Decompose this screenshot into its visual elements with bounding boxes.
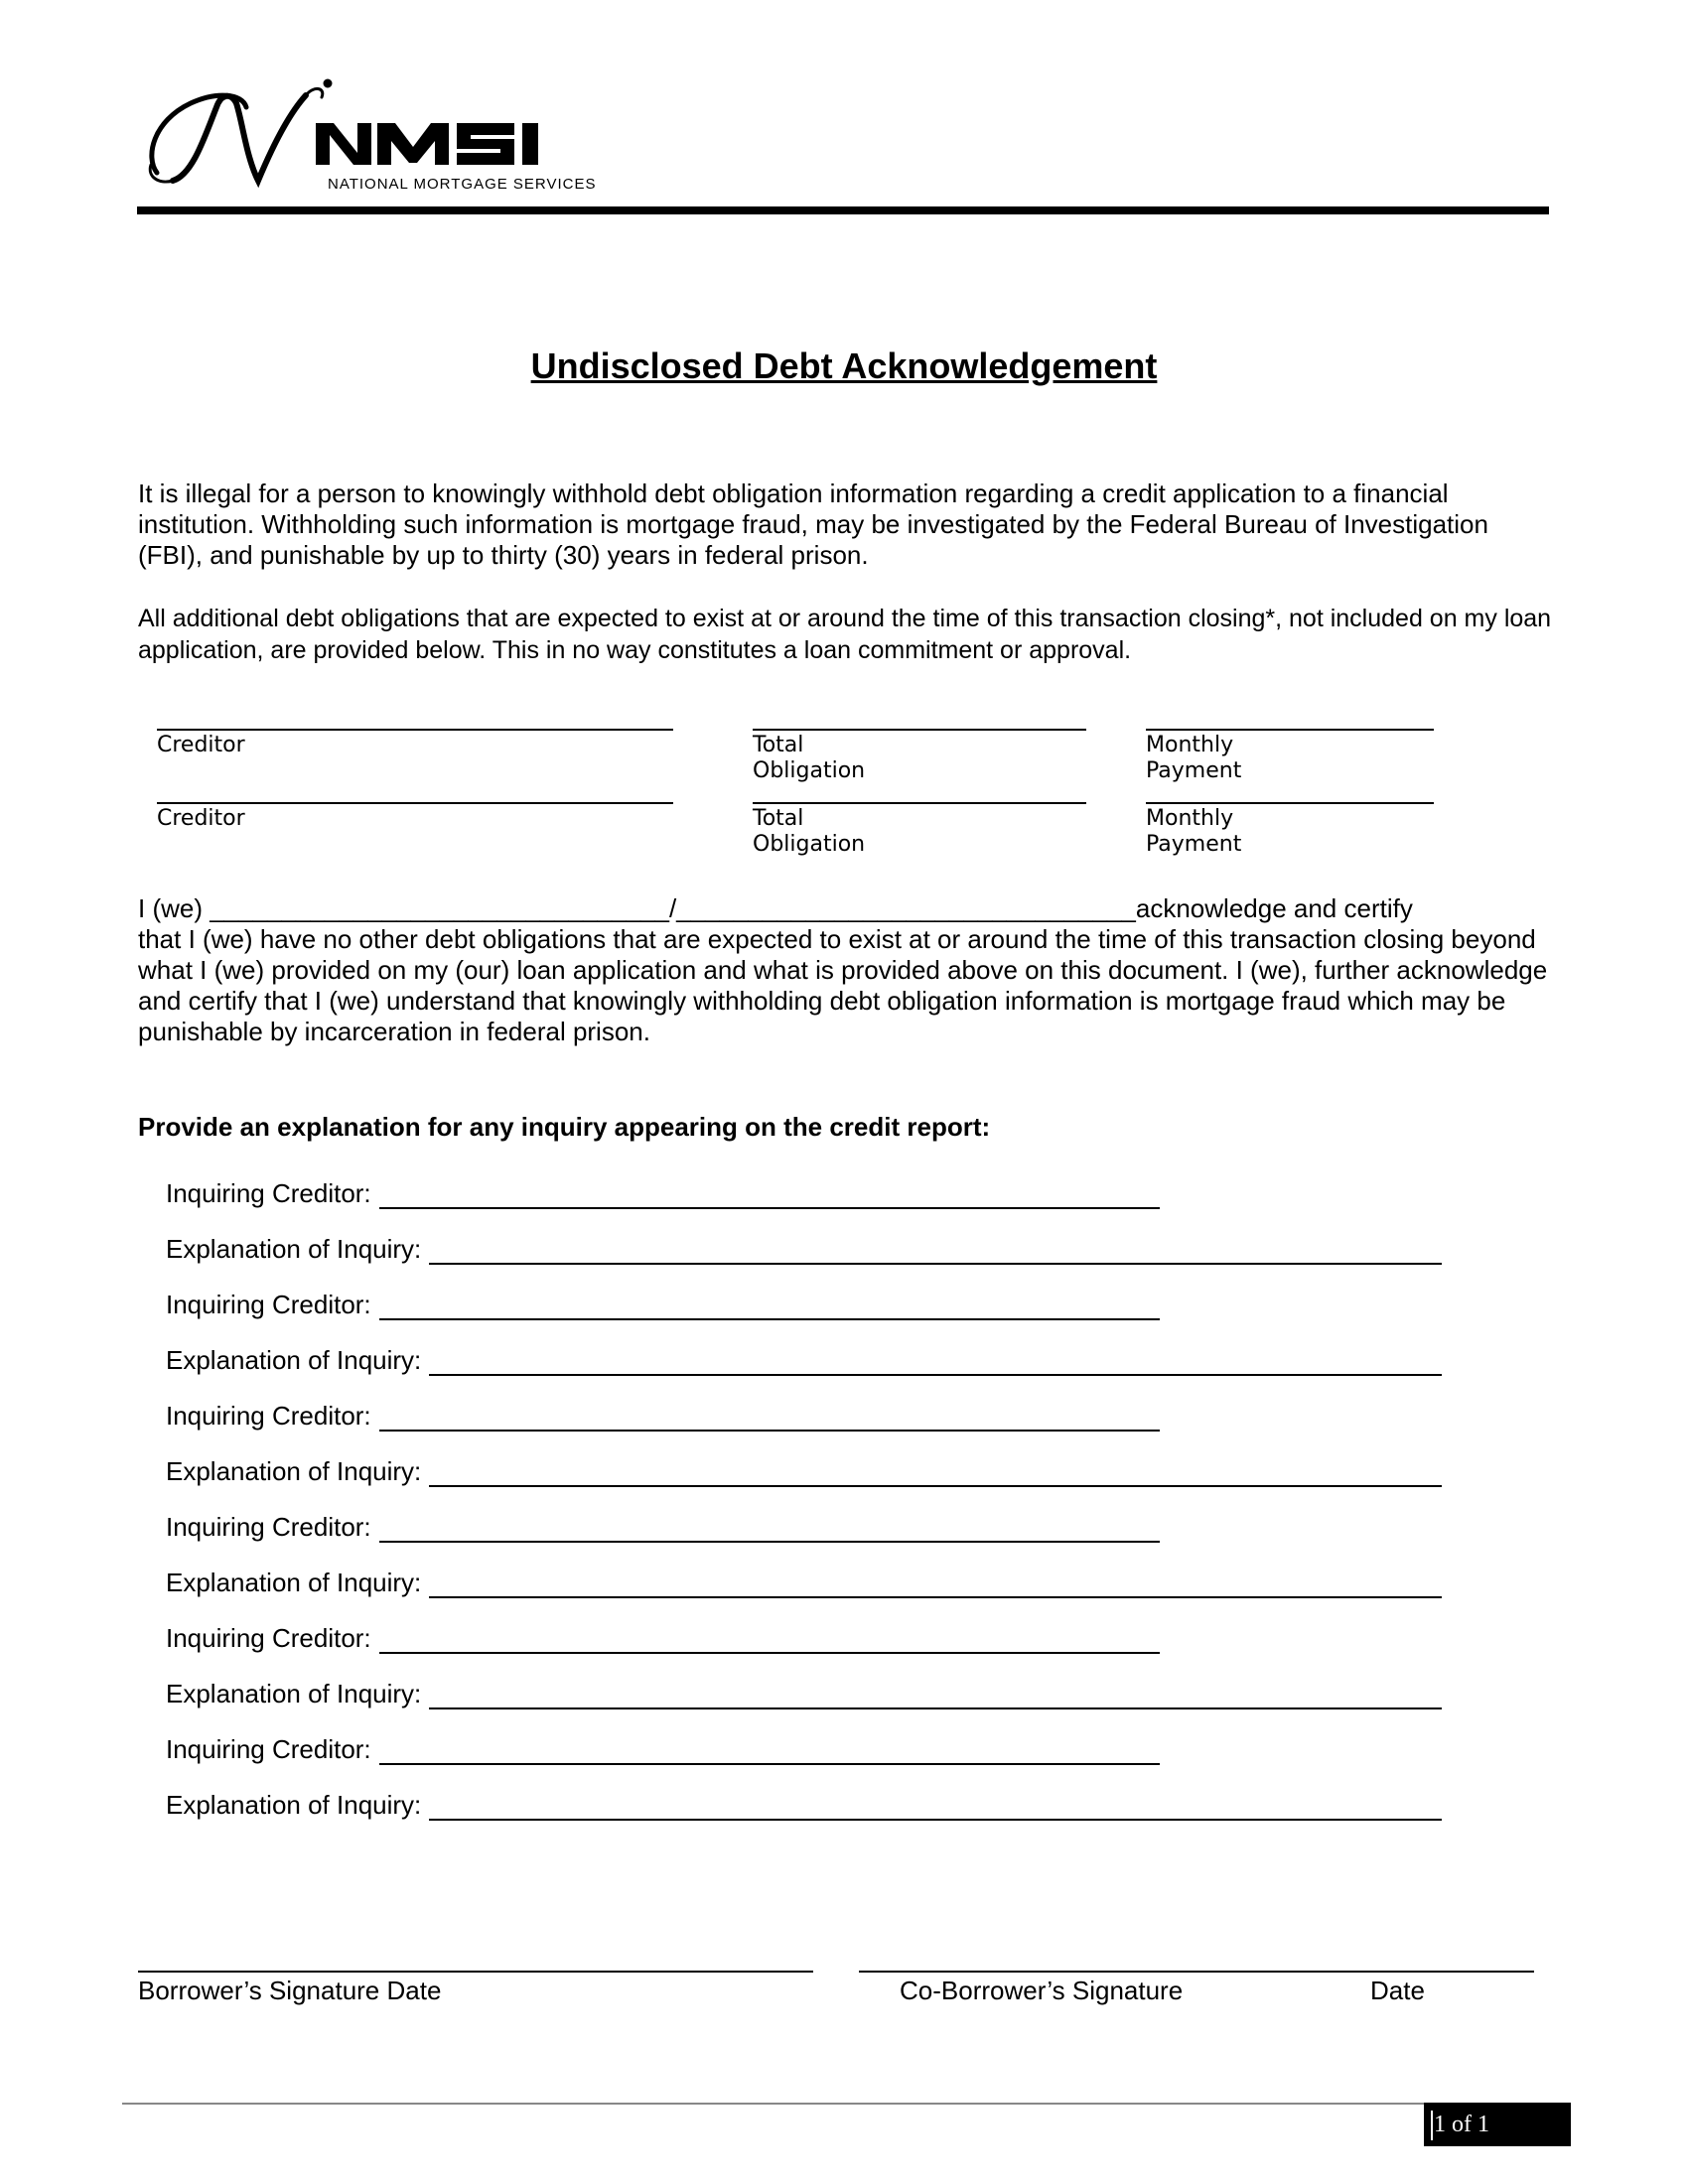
logo-tagline: NATIONAL MORTGAGE SERVICES	[328, 176, 597, 193]
borrower-signature-label: Borrower’s Signature Date	[138, 1976, 442, 2005]
explanation-of-inquiry-label: Explanation of Inquiry:	[166, 1679, 422, 1708]
inquiring-creditor-label: Inquiring Creditor:	[166, 1734, 371, 1764]
page-number: 1 of 1	[1434, 2112, 1489, 2137]
inquiring-creditor-row	[166, 1622, 1160, 1654]
explanation-of-inquiry-row	[166, 1789, 1442, 1821]
nmsi-wordmark	[316, 123, 538, 165]
coborrower-date-label: Date	[1370, 1976, 1425, 2005]
inquiry-heading: Provide an explanation for any inquiry appearing on the credit report:	[138, 1112, 991, 1142]
coborrower-signature-label: Co-Borrower’s Signature	[900, 1976, 1184, 2005]
inquiring-creditor-row	[166, 1400, 1160, 1432]
explanation-of-inquiry-label: Explanation of Inquiry:	[166, 1456, 422, 1486]
inquiring-creditor-row	[166, 1289, 1160, 1320]
inquiring-creditor-field[interactable]	[379, 1739, 1160, 1765]
explanation-of-inquiry-field[interactable]	[429, 1350, 1442, 1376]
certify-lead-line: I (we) ________________________________/________________________________acknowledge and certify	[138, 893, 1413, 923]
explanation-of-inquiry-label: Explanation of Inquiry:	[166, 1568, 422, 1597]
explanation-of-inquiry-label: Explanation of Inquiry:	[166, 1345, 422, 1375]
explanation-of-inquiry-row	[166, 1344, 1442, 1376]
page-title: Undisclosed Debt Acknowledgement	[530, 345, 1158, 386]
inquiring-creditor-field[interactable]	[379, 1295, 1160, 1320]
inquiring-creditor-field[interactable]	[379, 1517, 1160, 1543]
explanation-of-inquiry-row	[166, 1567, 1442, 1598]
coborrower-signature-line[interactable]	[859, 1971, 1534, 1973]
explanation-of-inquiry-label: Explanation of Inquiry:	[166, 1790, 422, 1820]
inquiring-creditor-label: Inquiring Creditor:	[166, 1178, 371, 1208]
monthly-payment-field-line[interactable]	[1146, 802, 1434, 804]
explanation-of-inquiry-field[interactable]	[429, 1572, 1442, 1598]
paragraph-additional-debts: All additional debt obligations that are expected to exist at or around the time of this transaction closing*, not included on my loan application, are provided below. This in no way constitutes a loan commitment or approval.	[138, 605, 1552, 664]
monthly-payment-label: Monthly Payment	[1146, 806, 1242, 857]
page-badge-bar	[1431, 2111, 1433, 2140]
inquiring-creditor-label: Inquiring Creditor:	[166, 1623, 371, 1653]
inquiring-creditor-label: Inquiring Creditor:	[166, 1401, 371, 1431]
total-obligation-label: Total Obligation	[753, 806, 866, 857]
monthly-payment-field-line[interactable]	[1146, 729, 1434, 731]
explanation-of-inquiry-field[interactable]	[429, 1795, 1442, 1821]
inquiring-creditor-row	[166, 1733, 1160, 1765]
explanation-of-inquiry-row	[166, 1455, 1442, 1487]
creditor-field-line[interactable]	[157, 802, 673, 804]
explanation-of-inquiry-field[interactable]	[429, 1684, 1442, 1709]
inquiring-creditor-row	[166, 1511, 1160, 1543]
inquiring-creditor-field[interactable]	[379, 1628, 1160, 1654]
explanation-of-inquiry-field[interactable]	[429, 1239, 1442, 1265]
script-n-monogram-icon	[150, 79, 332, 182]
inquiring-creditor-label: Inquiring Creditor:	[166, 1290, 371, 1319]
total-obligation-label: Total Obligation	[753, 733, 866, 783]
footer-rule	[122, 2103, 1425, 2105]
inquiring-creditor-field[interactable]	[379, 1406, 1160, 1432]
creditor-label: Creditor	[157, 733, 245, 757]
explanation-of-inquiry-field[interactable]	[429, 1461, 1442, 1487]
page-number-badge	[1424, 2103, 1571, 2146]
creditor-label: Creditor	[157, 806, 245, 831]
total-obligation-field-line[interactable]	[753, 802, 1086, 804]
nmsi-logo	[139, 77, 616, 197]
certify-body: that I (we) have no other debt obligations that are expected to exist at or around the time of this transaction closing beyond what I (we) provided on my (our) loan application and what is provided above on this document. I (we), further acknowledge and certify that I (we) understand that knowingly withholding debt obligation information is mortgage fraud which may be punishable by incarceration in federal prison.	[138, 924, 1548, 1046]
explanation-of-inquiry-row	[166, 1233, 1442, 1265]
creditor-field-line[interactable]	[157, 729, 673, 731]
inquiring-creditor-label: Inquiring Creditor:	[166, 1512, 371, 1542]
inquiring-creditor-row	[166, 1177, 1160, 1209]
header-rule	[137, 206, 1549, 214]
paragraph-legal-warning: It is illegal for a person to knowingly withhold debt obligation information regarding a credit application to a financial institution. Withholding such information is mortgage fraud, may be investigated by the Federal Bureau of Investigation (FBI), and punishable by up to thirty (30) years in federal prison.	[138, 478, 1488, 570]
borrower-signature-line[interactable]	[138, 1971, 813, 1973]
explanation-of-inquiry-label: Explanation of Inquiry:	[166, 1234, 422, 1264]
explanation-of-inquiry-row	[166, 1678, 1442, 1709]
inquiring-creditor-field[interactable]	[379, 1183, 1160, 1209]
monthly-payment-label: Monthly Payment	[1146, 733, 1242, 783]
total-obligation-field-line[interactable]	[753, 729, 1086, 731]
